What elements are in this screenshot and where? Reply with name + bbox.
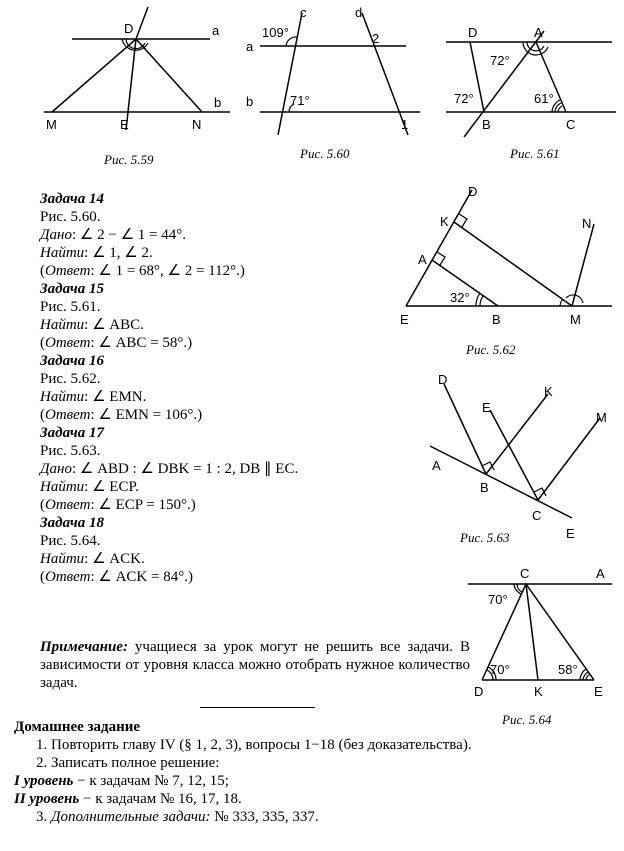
- segment-DM: [52, 39, 136, 112]
- task-14-figure: Рис. 5.60.: [40, 209, 101, 225]
- task-15-title: Задача 15: [40, 281, 104, 297]
- task-18-answer: [40, 568, 500, 586]
- task-15-find: [40, 316, 500, 334]
- label-A: A: [534, 25, 543, 40]
- find-text: : ∠ EMN.: [84, 389, 147, 405]
- angle-109: 109°: [262, 25, 289, 40]
- task-16-title: Задача 16: [40, 353, 104, 369]
- angle-70-top: 70°: [488, 592, 508, 607]
- angle-1: 1: [401, 117, 409, 132]
- ray-MN: [572, 224, 594, 306]
- angle-2: 2: [372, 31, 380, 46]
- task-list: [40, 190, 500, 586]
- angle-arc: [586, 674, 590, 680]
- label-E-bottom: E: [566, 526, 575, 541]
- note-paragraph: [40, 638, 470, 692]
- label-E-top: E: [482, 400, 491, 415]
- answer-label: Ответ: [45, 335, 91, 351]
- task-17-find: [40, 478, 500, 496]
- label-d: d: [355, 5, 363, 20]
- section-divider: [200, 707, 315, 708]
- segment-DN: [136, 39, 202, 112]
- figure-5-59: [30, 5, 240, 150]
- find-label: Найти: [40, 317, 85, 333]
- answer-open: (: [40, 407, 45, 423]
- angle-58: 58°: [558, 662, 578, 677]
- label-A: A: [432, 458, 441, 473]
- caption-5-63: Рис. 5.63: [460, 530, 510, 545]
- find-label: Найти: [40, 479, 85, 495]
- angle-70-bottom: 70°: [490, 662, 510, 677]
- label-M: M: [570, 312, 581, 327]
- find-label: Найти: [40, 551, 85, 567]
- label-C: C: [532, 508, 542, 523]
- line-through-D: [136, 7, 148, 39]
- figure-5-61: [438, 5, 624, 140]
- homework-item-1: 1. Повторить главу IV (§ 1, 2, 3), вопросы 1−18 (без доказательства).: [36, 737, 472, 753]
- task-16-answer: [40, 406, 500, 424]
- answer-text: : ∠ EMN = 106°.): [90, 407, 203, 423]
- homework-level-1: [14, 772, 614, 790]
- angle-61: 61°: [534, 91, 554, 106]
- find-text: : ∠ 1, ∠ 2.: [84, 245, 153, 261]
- label-A: A: [418, 252, 427, 267]
- find-text: : ∠ ACK.: [84, 551, 145, 567]
- task-17-answer: [40, 496, 500, 514]
- label-b: b: [246, 94, 254, 109]
- label-M: M: [596, 410, 607, 425]
- level-1-text: − к задачам № 7, 12, 15;: [73, 773, 229, 789]
- caption-5-62: Рис. 5.62: [466, 342, 516, 357]
- homework-item-2: 2. Записать полное решение:: [36, 755, 220, 771]
- task-18-find: [40, 550, 500, 568]
- angle-71: 71°: [290, 93, 310, 108]
- task-16-figure: Рис. 5.62.: [40, 371, 101, 387]
- homework-title: Домашнее задание: [14, 719, 141, 735]
- label-A: A: [596, 566, 605, 581]
- angle-32: 32°: [450, 290, 470, 305]
- caption-5-61: Рис. 5.61: [510, 146, 560, 161]
- label-M: M: [46, 117, 57, 132]
- label-K: K: [440, 214, 449, 229]
- label-K: K: [534, 684, 543, 699]
- label-E: E: [400, 312, 409, 327]
- task-15-figure: Рис. 5.61.: [40, 299, 101, 315]
- homework-level-2: [14, 790, 614, 808]
- task-14-title: Задача 14: [40, 191, 104, 207]
- label-E: E: [120, 117, 129, 132]
- answer-text: : ∠ ECP = 150°.): [90, 497, 196, 513]
- find-label: Найти: [40, 245, 85, 261]
- homework-section: [14, 718, 614, 826]
- item-3-text: № 333, 335, 337.: [210, 809, 319, 825]
- angle-arc: [560, 299, 563, 306]
- item-3-number: 3.: [36, 809, 51, 825]
- find-text: : ∠ ECP.: [84, 479, 139, 495]
- note-label: Примечание:: [40, 639, 128, 655]
- label-C: C: [520, 566, 530, 581]
- label-a: a: [212, 23, 220, 38]
- label-b: b: [214, 95, 222, 110]
- label-c: c: [300, 5, 307, 20]
- label-B: B: [492, 312, 501, 327]
- angle-72-bottom: 72°: [454, 91, 474, 106]
- item-3-label: Дополнительные задачи:: [51, 809, 211, 825]
- angle-arc: [517, 584, 522, 592]
- answer-open: (: [40, 263, 45, 279]
- label-N: N: [582, 216, 592, 231]
- ray-CM: [538, 418, 600, 500]
- label-D: D: [438, 372, 448, 387]
- answer-text: : ∠ ACK = 84°.): [90, 569, 193, 585]
- caption-5-60: Рис. 5.60: [300, 146, 350, 161]
- task-17-given: [40, 460, 500, 478]
- answer-text: : ∠ ABC = 58°.): [90, 335, 193, 351]
- task-15-answer: [40, 334, 500, 352]
- answer-label: Ответ: [45, 497, 91, 513]
- answer-label: Ответ: [45, 407, 91, 423]
- task-14-given: [40, 226, 500, 244]
- task-14-find: [40, 244, 500, 262]
- homework-item-3: [14, 808, 614, 826]
- find-label: Найти: [40, 389, 85, 405]
- label-B: B: [480, 480, 489, 495]
- task-17-figure: Рис. 5.63.: [40, 443, 101, 459]
- answer-text: : ∠ 1 = 68°, ∠ 2 = 112°.): [90, 263, 245, 279]
- task-16-find: [40, 388, 500, 406]
- given-label: Дано: [40, 461, 72, 477]
- label-D: D: [468, 184, 478, 199]
- answer-open: (: [40, 569, 45, 585]
- label-K: K: [544, 384, 553, 399]
- level-1-label: I уровень: [14, 773, 74, 789]
- label-D: D: [124, 21, 134, 36]
- answer-open: (: [40, 497, 45, 513]
- level-2-label: II уровень: [14, 791, 80, 807]
- answer-label: Ответ: [45, 263, 91, 279]
- angle-72-top: 72°: [490, 53, 510, 68]
- find-text: : ∠ ABC.: [84, 317, 144, 333]
- given-text: : ∠ 2 − ∠ 1 = 44°.: [72, 227, 186, 243]
- caption-5-59: Рис. 5.59: [104, 152, 154, 167]
- answer-open: (: [40, 335, 45, 351]
- label-D: D: [468, 25, 478, 40]
- angle-arc: [558, 106, 562, 112]
- given-text: : ∠ ABD : ∠ DBK = 1 : 2, DB ∥ EC.: [72, 461, 299, 477]
- task-18-title: Задача 18: [40, 515, 104, 531]
- note-text: учащиеся за урок могут не решить все задачи. В зависимости от уровня класса можно отобрать нужное количество задач.: [40, 639, 470, 691]
- label-E: E: [594, 684, 603, 699]
- figure-5-60: [238, 5, 438, 140]
- given-label: Дано: [40, 227, 72, 243]
- line-BA: [464, 31, 544, 137]
- label-C: C: [566, 117, 576, 132]
- answer-label: Ответ: [45, 569, 91, 585]
- label-D: D: [474, 684, 484, 699]
- label-B: B: [482, 117, 491, 132]
- task-17-title: Задача 17: [40, 425, 104, 441]
- label-N: N: [192, 117, 202, 132]
- task-18-figure: Рис. 5.64.: [40, 533, 101, 549]
- caption-5-64: Рис. 5.64: [502, 712, 552, 727]
- level-2-text: − к задачам № 16, 17, 18.: [79, 791, 242, 807]
- label-a: a: [246, 39, 254, 54]
- task-14-answer: [40, 262, 500, 280]
